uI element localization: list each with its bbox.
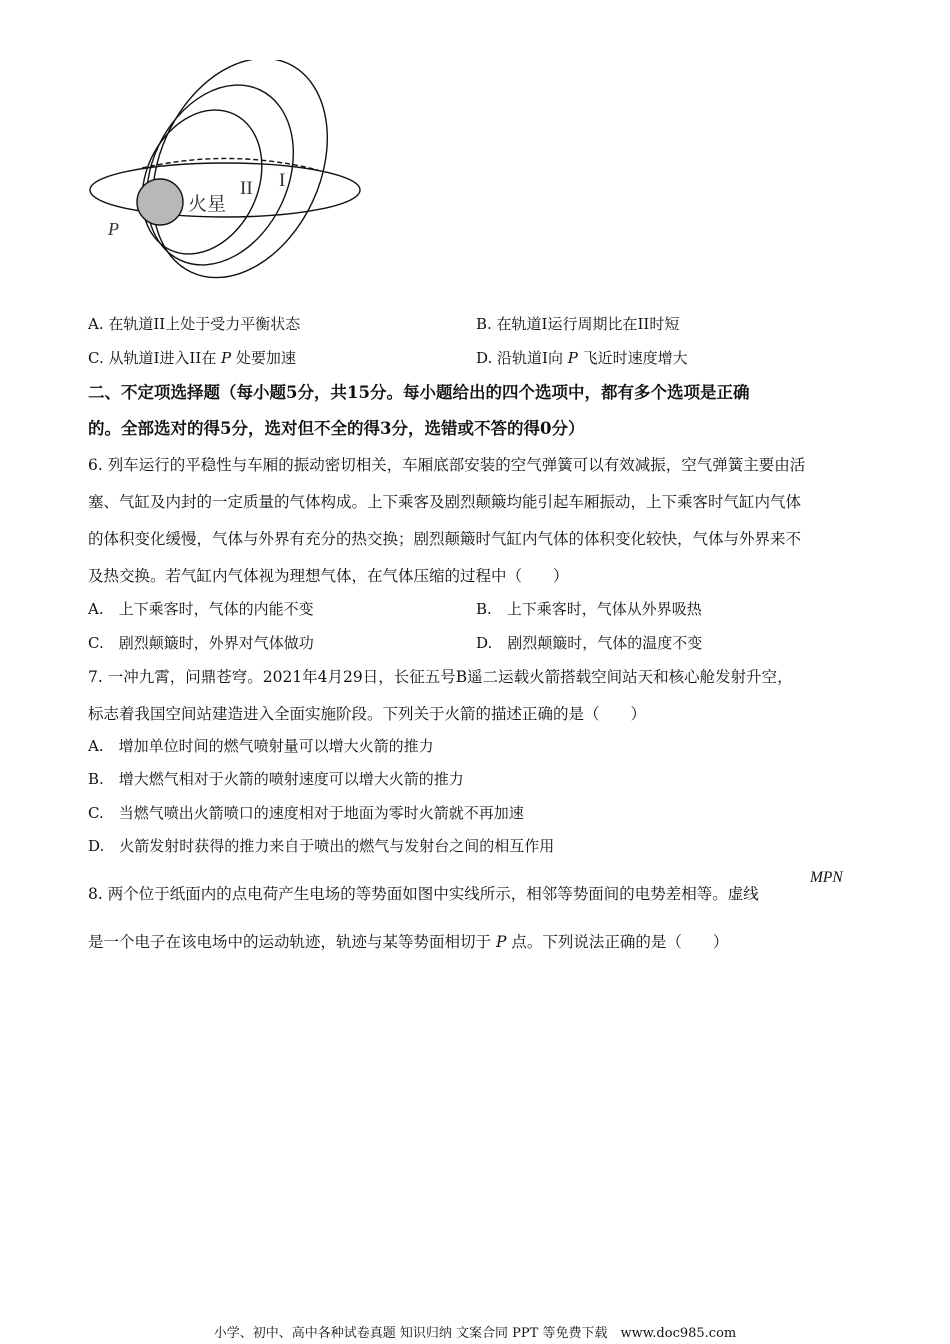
- q7-option-c[interactable]: C. 当燃气喷出火箭喷口的速度相对于地面为零时火箭就不再加速: [88, 804, 524, 822]
- q7-option-b[interactable]: B. 增大燃气相对于火箭的喷射速度可以增大火箭的推力: [88, 770, 464, 788]
- q5-option-c-var: P: [221, 349, 232, 367]
- q5-option-d-text-end: 飞近时速度增大: [582, 349, 688, 367]
- q6-option-d[interactable]: D. 剧烈颠簸时，气体的温度不变: [476, 634, 703, 652]
- point-P-label: P: [108, 219, 119, 239]
- q5-option-a[interactable]: A. 在轨道II上处于受力平衡状态: [88, 315, 301, 333]
- q7-stem-line2: 标志着我国空间站建造进入全面实施阶段。下列关于火箭的描述正确的是（ ）: [88, 705, 647, 723]
- mars-planet: [137, 179, 183, 225]
- q6-stem-line3: 的体积变化缓慢，气体与外界有充分的热交换；剧烈颠簸时气缸内气体的体积变化较快，气体与外界来不: [88, 530, 802, 548]
- q8-stem-line2: [88, 932, 728, 952]
- orbit-I-label: I: [279, 170, 286, 191]
- q8-stem-line2-text: 是一个电子在该电场中的运动轨迹，轨迹与某等势面相切于: [88, 933, 492, 951]
- footer-text: 小学、初中、高中各种试卷真题 知识归纳 文案合同 PPT 等免费下载 www.doc985.com: [213, 1326, 737, 1341]
- orbit-II-label: II: [240, 178, 253, 199]
- orbit-I: [119, 61, 322, 289]
- q8-stem-line1: 8. 两个位于纸面内的点电荷产生电场的等势面如图中实线所示，相邻等势面间的电势差相等。虚线: [88, 885, 759, 903]
- q5-option-c[interactable]: [88, 348, 296, 368]
- q5-option-c-text-end: 处要加速: [235, 349, 296, 367]
- q6-stem-line1: 6. 列车运行的平稳性与车厢的振动密切相关，车厢底部安装的空气弹簧可以有效减振，空气弹簧主要由活: [88, 456, 806, 474]
- q5-option-d-text: D. 沿轨道I向: [476, 349, 563, 367]
- q6-option-c[interactable]: C. 剧烈颠簸时，外界对气体做功: [88, 634, 314, 652]
- q8-stem-line2-text-end: 点。下列说法正确的是（ ）: [511, 933, 729, 951]
- q7-stem-line1: 7. 一冲九霄，问鼎苍穹。2021年4月29日，长征五号B遥二运载火箭搭载空间站天和核心舱发射升空，: [88, 668, 793, 686]
- mars-orbit-figure: [80, 60, 380, 310]
- plane-dashed-back: [142, 158, 318, 170]
- q5-option-c-text: C. 从轨道I进入II在: [88, 349, 217, 367]
- section2-heading-line2: 的。全部选对的得5分，选对但不全的得3分，选错或不答的得0分）: [88, 419, 585, 438]
- q6-stem-line4: 及热交换。若气缸内气体视为理想气体，在气体压缩的过程中（ ）: [88, 567, 569, 585]
- q6-option-b[interactable]: B. 上下乘客时，气体从外界吸热: [476, 600, 702, 618]
- section2-heading-line1: 二、不定项选择题（每小题5分，共15分。每小题给出的四个选项中，都有多个选项是正确: [88, 383, 750, 402]
- q6-option-a[interactable]: A. 上下乘客时，气体的内能不变: [88, 600, 314, 618]
- q5-option-b[interactable]: B. 在轨道I运行周期比在II时短: [476, 315, 680, 333]
- planet-label: 火星: [188, 194, 227, 215]
- q5-option-d[interactable]: [476, 348, 688, 368]
- q7-option-a[interactable]: A. 增加单位时间的燃气喷射量可以增大火箭的推力: [88, 737, 434, 755]
- orbit-II: [120, 90, 285, 273]
- q8-var-p: P: [495, 933, 507, 951]
- q5-option-d-var: P: [567, 349, 578, 367]
- q6-stem-line2: 塞、气缸及内封的一定质量的气体构成。上下乘客及剧烈颠簸均能引起车厢振动，上下乘客时气缸内气体: [88, 493, 802, 511]
- q8-var-mpn: MPN: [810, 869, 843, 886]
- q7-option-d[interactable]: D. 火箭发射时获得的推力来自于喷出的燃气与发射台之间的相互作用: [88, 837, 555, 855]
